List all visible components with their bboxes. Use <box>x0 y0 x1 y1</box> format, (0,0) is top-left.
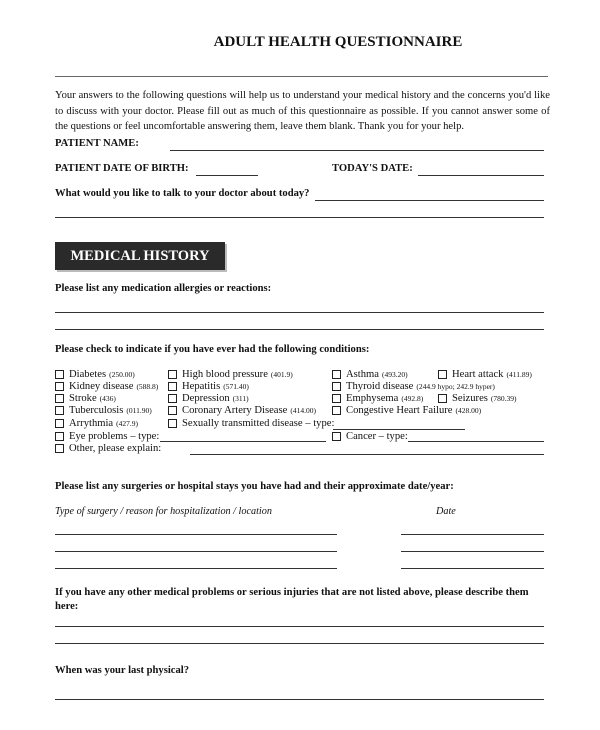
date-column-header: Date <box>436 506 456 517</box>
checkbox[interactable] <box>438 370 447 379</box>
checkbox[interactable] <box>168 394 177 403</box>
condition-std[interactable]: Sexually transmitted disease – type: <box>168 418 334 429</box>
condition-tuberculosis[interactable]: Tuberculosis (011.90) <box>55 405 152 416</box>
last-physical-question: When was your last physical? <box>55 665 190 676</box>
patient-name-label: PATIENT NAME: <box>55 138 139 149</box>
title-rule <box>55 76 548 77</box>
condition-asthma[interactable]: Asthma (493.20) <box>332 369 408 380</box>
condition-diabetes[interactable]: Diabetes (250.00) <box>55 369 135 380</box>
surgery-line-2[interactable] <box>55 551 337 552</box>
page-title: ADULT HEALTH QUESTIONNAIRE <box>213 34 463 50</box>
other-problems-question: If you have any other medical problems or serious injuries that are not listed above, please describe them here: <box>55 587 529 612</box>
checkbox[interactable] <box>438 394 447 403</box>
surgery-line-3[interactable] <box>55 568 337 569</box>
eye-type-field[interactable] <box>160 441 326 442</box>
surgery-date-3[interactable] <box>401 568 544 569</box>
last-physical-field[interactable] <box>55 699 544 700</box>
surgery-date-1[interactable] <box>401 534 544 535</box>
other-problems-line-2[interactable] <box>55 643 544 644</box>
condition-emphysema[interactable]: Emphysema (492.8) <box>332 393 423 404</box>
dob-field[interactable] <box>196 175 258 176</box>
condition-seizures[interactable]: Seizures (780.39) <box>438 393 517 404</box>
cancer-type-field[interactable] <box>408 441 544 442</box>
condition-other[interactable]: Other, please explain: <box>55 443 161 454</box>
allergies-question: Please list any medication allergies or reactions: <box>55 283 272 294</box>
condition-kidney-disease[interactable]: Kidney disease (588.8) <box>55 381 158 392</box>
condition-depression[interactable]: Depression (311) <box>168 393 249 404</box>
checkbox[interactable] <box>168 419 177 428</box>
checkbox[interactable] <box>55 444 64 453</box>
allergies-line-2[interactable] <box>55 329 544 330</box>
checkbox[interactable] <box>55 370 64 379</box>
checkbox[interactable] <box>168 406 177 415</box>
condition-eye-problems[interactable]: Eye problems – type: <box>55 431 159 442</box>
checkbox[interactable] <box>55 432 64 441</box>
checkbox[interactable] <box>332 382 341 391</box>
std-type-field[interactable] <box>333 429 465 430</box>
condition-arrythmia[interactable]: Arrythmia (427.9) <box>55 418 138 429</box>
todays-date-field[interactable] <box>418 175 544 176</box>
surgery-line-1[interactable] <box>55 534 337 535</box>
checkbox[interactable] <box>55 419 64 428</box>
patient-name-field[interactable] <box>170 150 544 151</box>
allergies-line-1[interactable] <box>55 312 544 313</box>
other-problems-line-1[interactable] <box>55 626 544 627</box>
intro-text: Your answers to the following questions will help us to understand your medical history and the concerns you'd like to discuss with your doctor. Please fill out as much of this questionnaire as possible. If you cannot answer some of the questions or feel uncomfortable answering them, leave them blank. Thank you for your help. <box>55 90 550 132</box>
checkbox[interactable] <box>55 394 64 403</box>
todays-date-label: TODAY'S DATE: <box>332 163 413 174</box>
condition-thyroid-disease[interactable]: Thyroid disease (244.9 hypo; 242.9 hyper) <box>332 381 495 392</box>
condition-congestive-heart-failure[interactable]: Congestive Heart Failure (428.00) <box>332 405 481 416</box>
dob-label: PATIENT DATE OF BIRTH: <box>55 163 189 174</box>
condition-cancer[interactable]: Cancer – type: <box>332 431 408 442</box>
checkbox[interactable] <box>55 382 64 391</box>
medical-history-header: MEDICAL HISTORY <box>55 242 225 270</box>
surgery-column-header: Type of surgery / reason for hospitalization / location <box>55 506 272 517</box>
checkbox[interactable] <box>332 406 341 415</box>
checkbox[interactable] <box>55 406 64 415</box>
surgeries-question: Please list any surgeries or hospital stays you have had and their approximate date/year: <box>55 481 454 492</box>
condition-heart-attack[interactable]: Heart attack (411.89) <box>438 369 532 380</box>
conditions-question: Please check to indicate if you have ever had the following conditions: <box>55 344 370 355</box>
checkbox[interactable] <box>332 394 341 403</box>
condition-hepatitis[interactable]: Hepatitis (571.40) <box>168 381 249 392</box>
talk-about-label: What would you like to talk to your doctor about today? <box>55 188 310 199</box>
condition-coronary-artery-disease[interactable]: Coronary Artery Disease (414.00) <box>168 405 316 416</box>
talk-about-field[interactable] <box>315 200 544 201</box>
condition-high-blood-pressure[interactable]: High blood pressure (401.9) <box>168 369 293 380</box>
checkbox[interactable] <box>168 370 177 379</box>
other-explain-field[interactable] <box>190 454 544 455</box>
checkbox[interactable] <box>168 382 177 391</box>
talk-about-field-line2[interactable] <box>55 217 544 218</box>
checkbox[interactable] <box>332 432 341 441</box>
surgery-date-2[interactable] <box>401 551 544 552</box>
checkbox[interactable] <box>332 370 341 379</box>
condition-stroke[interactable]: Stroke (436) <box>55 393 116 404</box>
